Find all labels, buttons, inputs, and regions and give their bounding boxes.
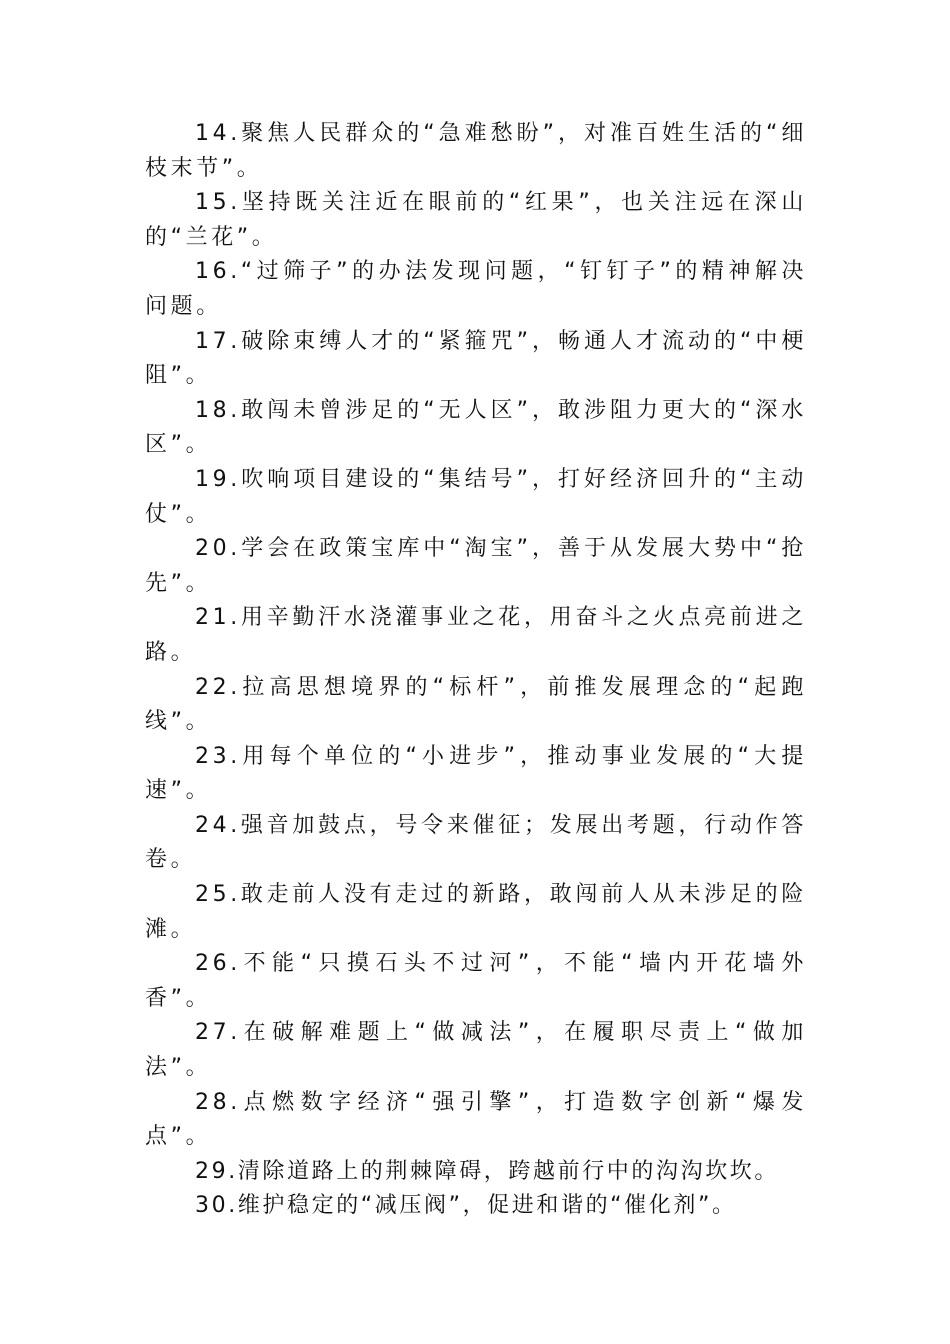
list-item: 17.破除束缚人才的“紧箍咒”，畅通人才流动的“中梗阻”。	[145, 328, 807, 389]
list-item: 26.不能“只摸石头不过河”，不能“墙内开花墙外香”。	[145, 951, 807, 1011]
list-item: 15.坚持既关注近在眼前的“红果”，也关注远在深山的“兰花”。	[145, 190, 807, 250]
list-item: 30.维护稳定的“减压阀”，促进和谐的“催化剂”。	[195, 1193, 737, 1219]
list-item: 21.用辛勤汗水浇灌事业之花，用奋斗之火点亮前进之路。	[145, 605, 807, 665]
list-item: 25.敢走前人没有走过的新路，敢闯前人从未涉足的险滩。	[145, 882, 807, 942]
list-item: 19.吹响项目建设的“集结号”，打好经济回升的“主动仗”。	[145, 466, 807, 527]
list-item: 28.点燃数字经济“强引擎”，打造数字创新“爆发点”。	[145, 1089, 807, 1150]
list-item: 18.敢闯未曾涉足的“无人区”，敢涉阻力更大的“深水区”。	[145, 397, 807, 458]
list-item: 14.聚焦人民群众的“急难愁盼”，对准百姓生活的“细枝末节”。	[145, 121, 807, 181]
document-body	[145, 117, 807, 1224]
list-item: 23.用每个单位的“小进步”，推动事业发展的“大提速”。	[145, 743, 807, 804]
list-item: 22.拉高思想境界的“标杆”，前推发展理念的“起跑线”。	[145, 674, 807, 735]
list-item: 20.学会在政策宝库中“淘宝”，善于从发展大势中“抢先”。	[145, 536, 807, 596]
list-item: 27.在破解难题上“做减法”，在履职尽责上“做加法”。	[145, 1020, 807, 1081]
list-item: 29.清除道路上的荆棘障碍，跨越前行中的沟沟坎坎。	[195, 1158, 779, 1184]
list-item: 16.“过筛子”的办法发现问题，“钉钉子”的精神解决问题。	[145, 259, 807, 319]
list-item: 24.强音加鼓点，号令来催征；发展出考题，行动作答卷。	[145, 812, 807, 873]
